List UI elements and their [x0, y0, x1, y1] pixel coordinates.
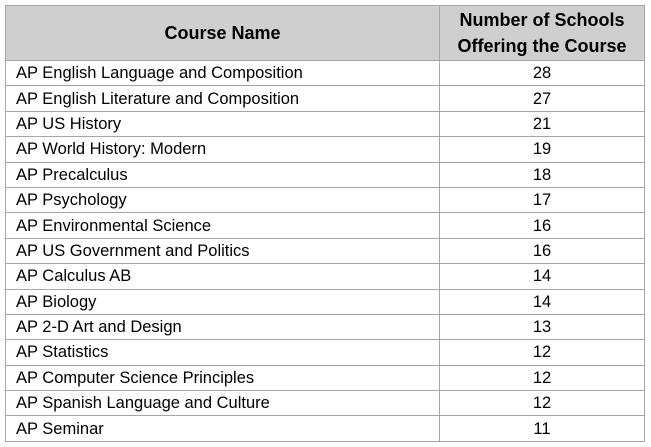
course-name-cell: AP English Literature and Composition: [6, 86, 440, 111]
table-row: [6, 264, 645, 289]
course-table-container: [5, 5, 645, 442]
school-count-cell: 17: [440, 187, 645, 212]
school-count-cell: 19: [440, 137, 645, 162]
course-name-cell: AP World History: Modern: [6, 137, 440, 162]
school-count-cell: 12: [440, 391, 645, 416]
table-body: [6, 61, 645, 442]
course-name-cell: AP Biology: [6, 289, 440, 314]
course-name-cell: AP Seminar: [6, 416, 440, 441]
header-course-name: Course Name: [6, 6, 440, 61]
table-row: [6, 289, 645, 314]
course-name-cell: AP US History: [6, 111, 440, 136]
course-name-cell: AP Spanish Language and Culture: [6, 391, 440, 416]
course-name-cell: AP Statistics: [6, 340, 440, 365]
table-row: [6, 137, 645, 162]
course-name-cell: AP US Government and Politics: [6, 238, 440, 263]
header-number-of-schools: Number of Schools Offering the Course: [440, 6, 645, 61]
school-count-cell: 21: [440, 111, 645, 136]
table-row: [6, 365, 645, 390]
course-name-cell: AP Calculus AB: [6, 264, 440, 289]
school-count-cell: 14: [440, 264, 645, 289]
course-name-cell: AP Computer Science Principles: [6, 365, 440, 390]
school-count-cell: 27: [440, 86, 645, 111]
course-name-cell: AP 2-D Art and Design: [6, 314, 440, 339]
table-row: [6, 340, 645, 365]
school-count-cell: 12: [440, 340, 645, 365]
school-count-cell: 28: [440, 61, 645, 86]
course-name-cell: AP Environmental Science: [6, 213, 440, 238]
table-row: [6, 238, 645, 263]
school-count-cell: 16: [440, 213, 645, 238]
table-row: [6, 391, 645, 416]
table-row: [6, 61, 645, 86]
table-row: [6, 314, 645, 339]
course-name-cell: AP Precalculus: [6, 162, 440, 187]
course-name-cell: AP English Language and Composition: [6, 61, 440, 86]
table-row: [6, 416, 645, 441]
table-row: [6, 111, 645, 136]
school-count-cell: 16: [440, 238, 645, 263]
table-row: [6, 86, 645, 111]
school-count-cell: 11: [440, 416, 645, 441]
course-name-cell: AP Psychology: [6, 187, 440, 212]
table-row: [6, 187, 645, 212]
table-row: [6, 213, 645, 238]
school-count-cell: 12: [440, 365, 645, 390]
table-row: [6, 162, 645, 187]
school-count-cell: 14: [440, 289, 645, 314]
table-header-row: [6, 6, 645, 61]
school-count-cell: 18: [440, 162, 645, 187]
course-table: [5, 5, 645, 442]
school-count-cell: 13: [440, 314, 645, 339]
